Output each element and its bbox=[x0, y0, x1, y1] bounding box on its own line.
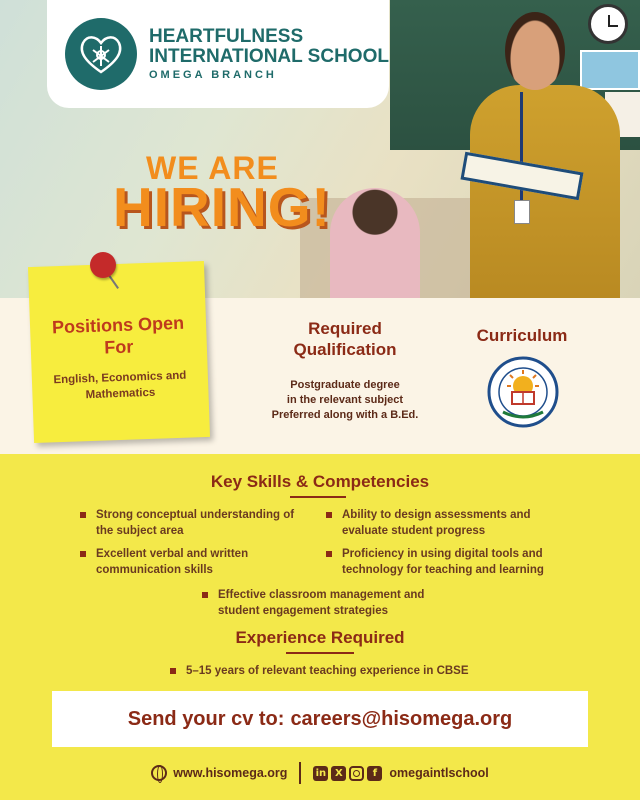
bullet-icon bbox=[326, 512, 332, 518]
skills-underline bbox=[290, 496, 346, 498]
positions-title: Positions Open For bbox=[51, 312, 185, 358]
id-card bbox=[514, 200, 530, 224]
experience-item bbox=[170, 663, 510, 679]
footer-divider bbox=[299, 762, 301, 784]
bullet-icon bbox=[80, 512, 86, 518]
facebook-icon[interactable]: f bbox=[367, 766, 382, 781]
qualification-line3: Preferred along with a B.Ed. bbox=[271, 409, 419, 421]
cv-banner bbox=[52, 691, 588, 747]
curriculum-title: Curriculum bbox=[476, 326, 568, 345]
cbse-seal-icon bbox=[487, 356, 559, 428]
skill-item bbox=[326, 546, 566, 578]
student-figure bbox=[330, 188, 420, 298]
instagram-icon[interactable] bbox=[349, 766, 364, 781]
headline-we-are: WE ARE bbox=[146, 150, 279, 186]
linkedin-icon[interactable]: in bbox=[313, 766, 328, 781]
x-icon[interactable]: X bbox=[331, 766, 346, 781]
positions-subjects: English, Economics and Mathematics bbox=[53, 369, 187, 402]
social-handle[interactable]: omegaintlschool bbox=[389, 766, 489, 780]
experience-text: 5–15 years of relevant teaching experience in CBSE bbox=[186, 665, 469, 677]
wall-clock-icon bbox=[588, 4, 628, 44]
skills-title: Key Skills & Competencies bbox=[210, 472, 430, 491]
bullet-icon bbox=[170, 668, 176, 674]
skill-text: Excellent verbal and written communication skills bbox=[96, 548, 249, 576]
qualification-title: Required Qualification bbox=[293, 319, 397, 359]
skill-text: Ability to design assessments and evaluate student progress bbox=[342, 509, 531, 537]
qualification-block bbox=[262, 318, 428, 423]
school-name-line1: HEARTFULNESS bbox=[149, 26, 304, 47]
pushpin-icon bbox=[90, 252, 116, 278]
skill-item bbox=[202, 587, 442, 619]
wall-map bbox=[580, 50, 640, 90]
bullet-icon bbox=[202, 592, 208, 598]
qualification-line2: in the relevant subject bbox=[286, 394, 404, 406]
skill-item bbox=[326, 507, 556, 539]
skill-item bbox=[80, 507, 302, 539]
skill-text: Proficiency in using digital tools and technology for teaching and learning bbox=[342, 548, 544, 576]
skill-text: Strong conceptual understanding of the subject area bbox=[96, 509, 295, 537]
school-branch: OMEGA BRANCH bbox=[149, 69, 277, 81]
bullet-icon bbox=[80, 551, 86, 557]
bullet-icon bbox=[326, 551, 332, 557]
teacher-head bbox=[505, 12, 565, 90]
school-logo-card bbox=[47, 0, 389, 108]
globe-icon bbox=[151, 765, 167, 781]
headline-hiring: HIRING! bbox=[113, 176, 331, 238]
curriculum-block bbox=[462, 326, 582, 346]
school-logo-icon bbox=[65, 18, 137, 90]
cv-label: Send your cv to: bbox=[127, 707, 285, 730]
website-link[interactable]: www.hisomega.org bbox=[173, 766, 288, 780]
footer bbox=[0, 760, 640, 786]
experience-title: Experience Required bbox=[235, 628, 405, 647]
positions-sticky-note bbox=[28, 261, 210, 443]
qualification-line1: Postgraduate degree bbox=[290, 379, 400, 391]
school-name-line2: INTERNATIONAL SCHOOL bbox=[149, 46, 389, 67]
skill-text: Effective classroom management and student engagement strategies bbox=[218, 589, 425, 617]
experience-underline bbox=[286, 652, 354, 654]
skill-item bbox=[80, 546, 280, 578]
cv-email-link[interactable]: careers@hisomega.org bbox=[290, 707, 513, 730]
